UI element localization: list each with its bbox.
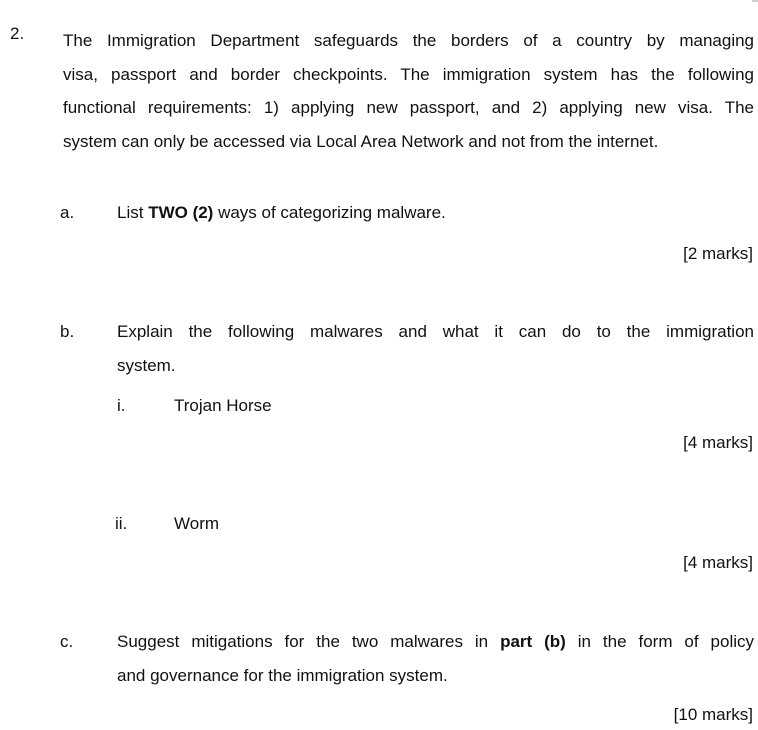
part-c-line1-before: Suggest mitigations for the two malwares in (117, 632, 501, 651)
part-b-line: Explain the following malwares and what it can do to the immigration (117, 322, 754, 341)
part-a-text-after: ways of categorizing malware. (213, 203, 446, 222)
part-c-text (117, 625, 754, 693)
part-b-item-i-marks: [4 marks] (683, 433, 753, 452)
part-a-text-bold: TWO (2) (148, 203, 214, 222)
page-edge-mark (752, 0, 758, 2)
part-c-line (117, 625, 754, 659)
intro-line: system can only be accessed via Local Area Network and not from the internet. (63, 131, 659, 151)
part-b-line: system. (117, 356, 176, 375)
question-number: 2. (10, 24, 25, 43)
intro-line: visa, passport and border checkpoints. The immigration system has the following (63, 64, 754, 84)
part-c-marks: [10 marks] (673, 705, 753, 724)
part-b-item-ii-text: Worm (174, 514, 220, 533)
intro-line: The Immigration Department safeguards the borders of a country by managing (63, 31, 754, 50)
part-c-line: and governance for the immigration system. (117, 666, 448, 685)
part-b-text (117, 315, 754, 383)
part-b-item-i-label: i. (117, 396, 126, 415)
part-b-item-ii-label: ii. (115, 514, 128, 533)
part-b-item-ii-marks: [4 marks] (683, 553, 753, 572)
part-b-label: b. (60, 322, 75, 341)
part-a-marks: [2 marks] (683, 244, 753, 263)
part-b-item-i-text: Trojan Horse (174, 396, 272, 415)
part-a-label: a. (60, 203, 75, 222)
part-c-line1-after: in the form of policy (565, 632, 754, 651)
intro-line: functional requirements: 1) applying new passport, and 2) applying new visa. The (63, 98, 754, 117)
part-a-text (117, 203, 446, 223)
question-intro (63, 24, 754, 158)
part-c-line1-bold: part (b) (500, 632, 566, 651)
part-a-text-before: List (117, 203, 149, 222)
part-c-label: c. (60, 632, 74, 651)
